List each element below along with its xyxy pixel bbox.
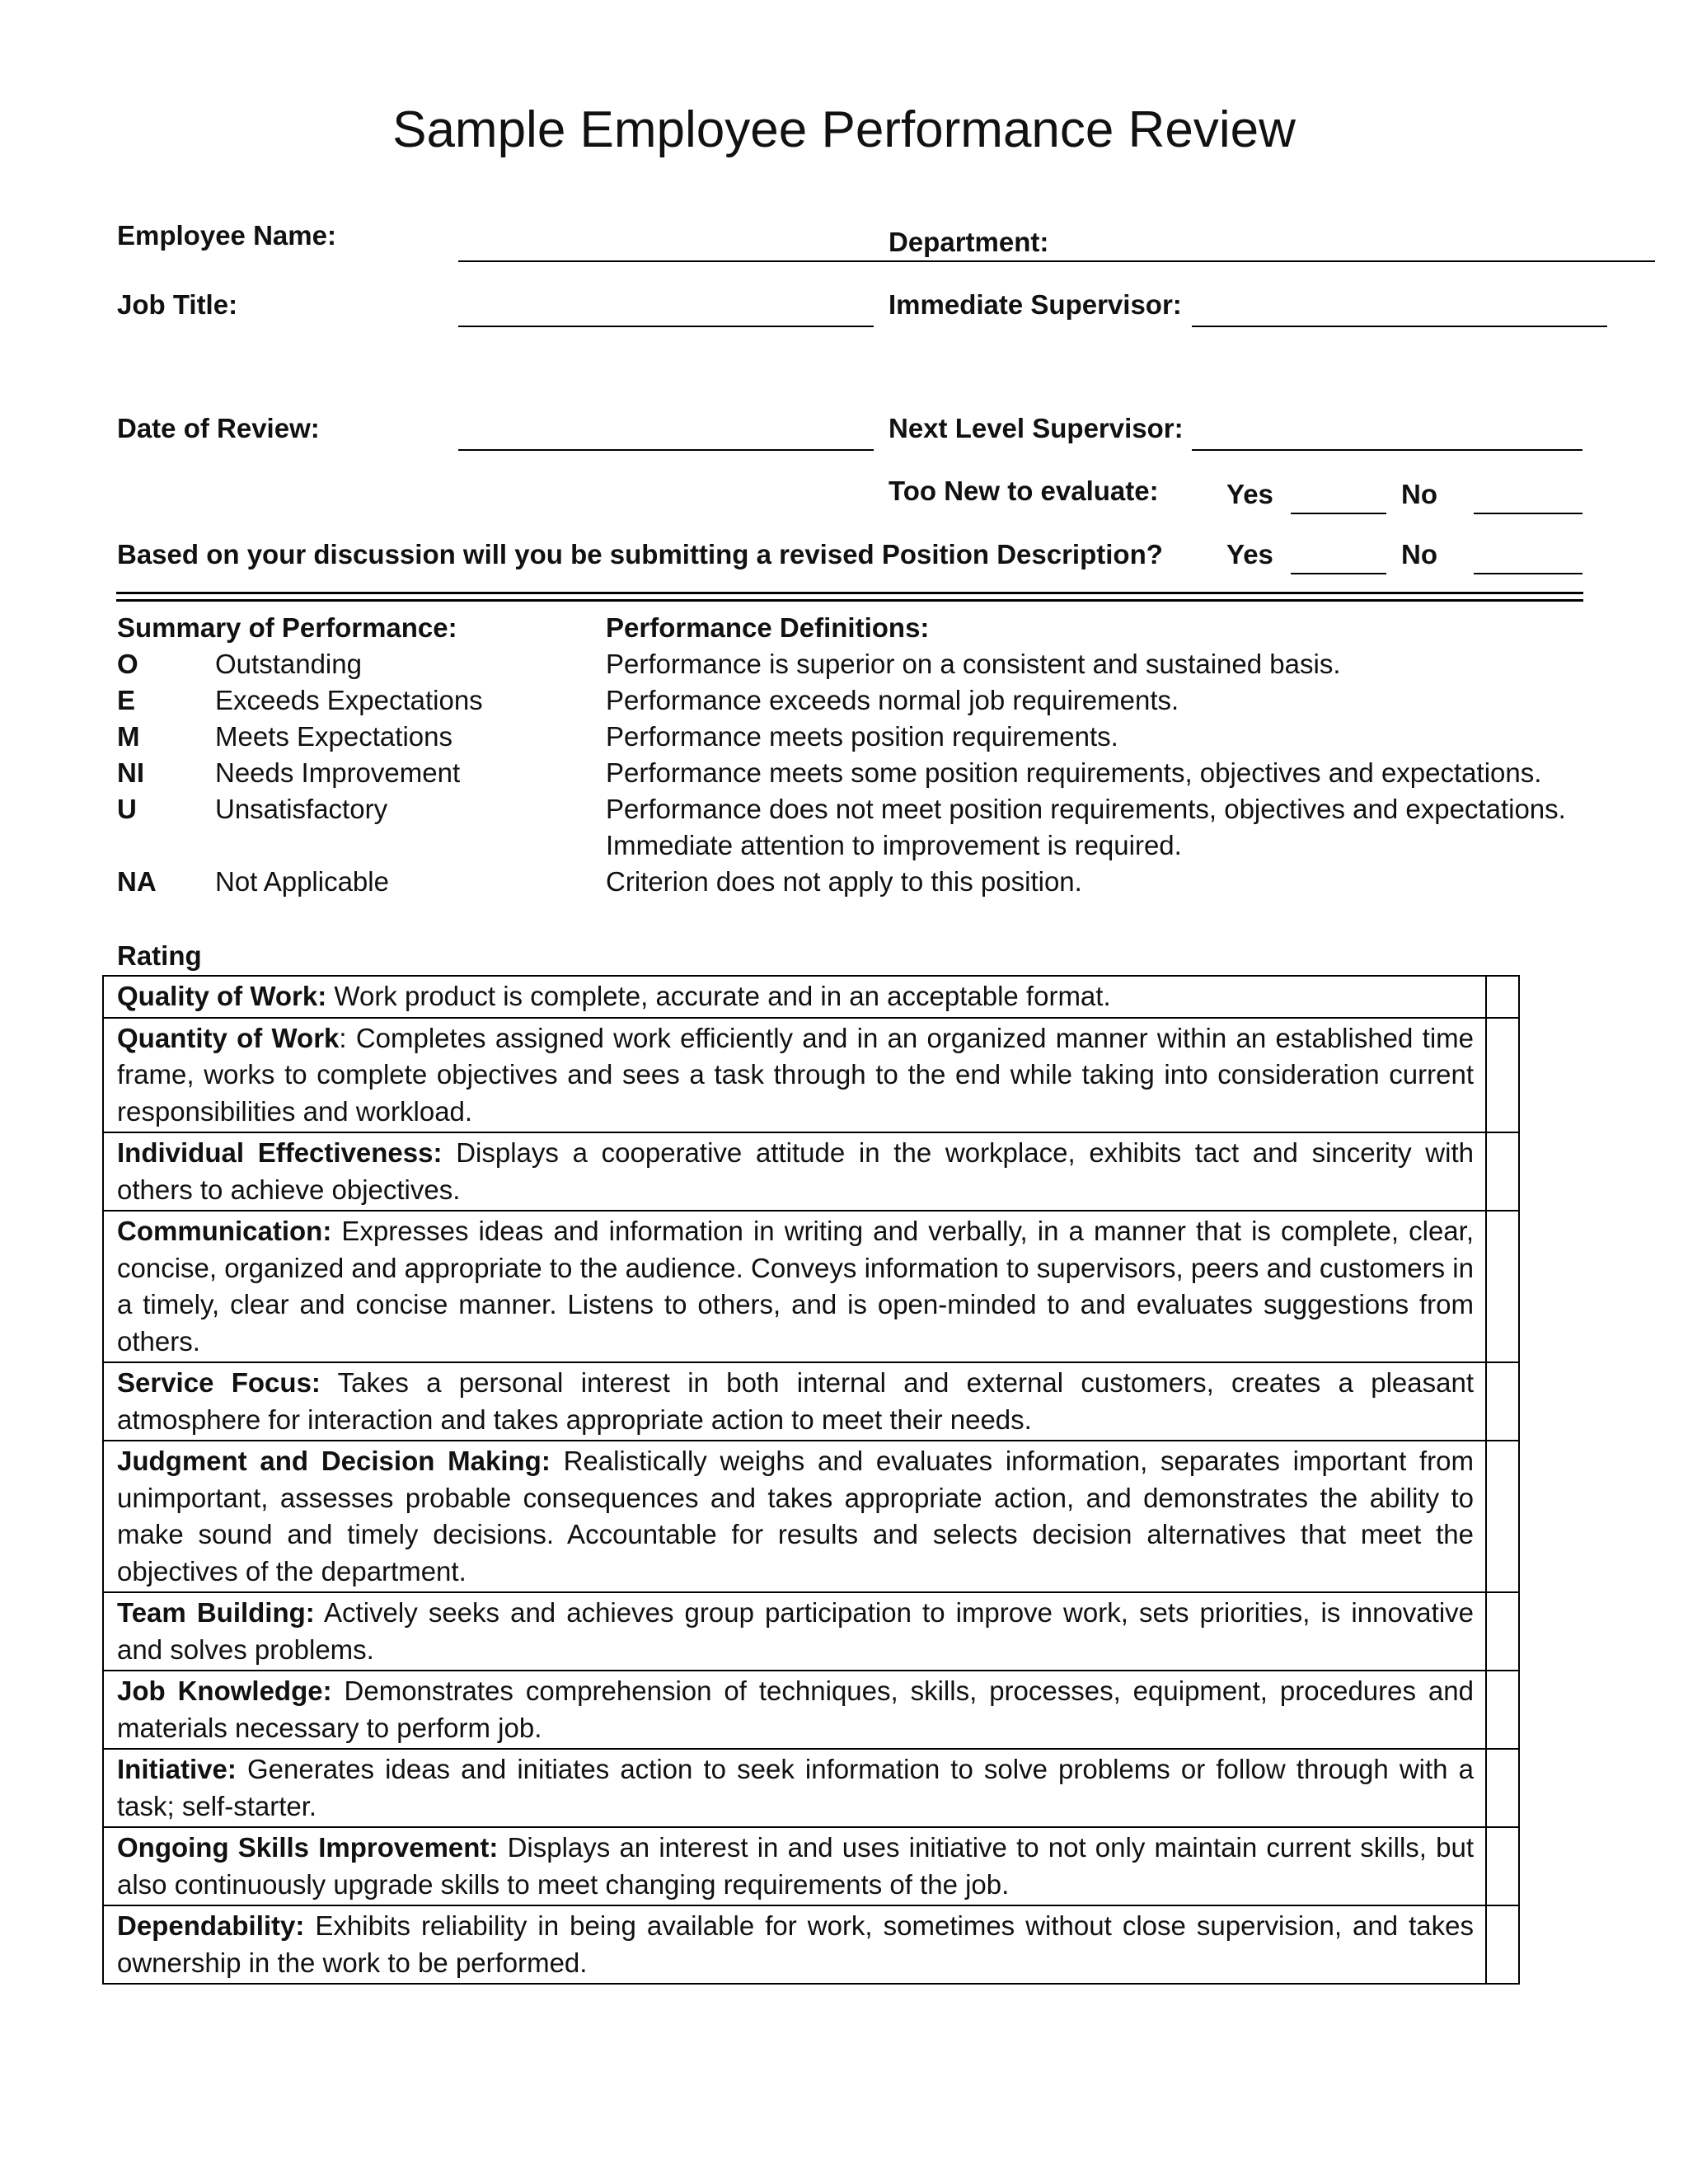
criterion-description xyxy=(103,1749,1486,1827)
revised-pd-no-label: No xyxy=(1401,539,1437,569)
criterion-description xyxy=(103,1827,1486,1905)
criterion-name: Quality of Work: xyxy=(117,981,327,1011)
criterion-name: Individual Effectiveness: xyxy=(117,1137,443,1168)
criterion-description xyxy=(103,1905,1486,1984)
rating-code: O xyxy=(117,649,138,679)
date-of-review-field[interactable] xyxy=(458,449,874,451)
employee-name-label: Employee Name: xyxy=(117,220,336,251)
rating-label: Meets Expectations xyxy=(215,721,452,752)
criterion-name: Quantity of Work xyxy=(117,1022,340,1053)
rating-cell[interactable] xyxy=(1486,976,1519,1018)
rating-cell[interactable] xyxy=(1486,1827,1519,1905)
rating-code: E xyxy=(117,685,136,715)
criterion-name: Job Knowledge: xyxy=(117,1675,332,1706)
criterion-text: Takes a personal interest in both internal and external customers, creates a pleasant atmosphere for interaction and takes appropriate action to meet their needs. xyxy=(117,1367,1474,1435)
table-row xyxy=(103,1827,1519,1905)
criterion-name: Service Focus: xyxy=(117,1367,321,1398)
rating-definition: Performance exceeds normal job requirements. xyxy=(606,685,1179,715)
rating-cell[interactable] xyxy=(1486,1592,1519,1671)
criterion-name: Judgment and Decision Making: xyxy=(117,1446,551,1476)
table-row xyxy=(103,1905,1519,1984)
rating-code: U xyxy=(117,794,137,824)
too-new-no-field[interactable] xyxy=(1474,513,1582,514)
criterion-text: : Completes assigned work efficiently and in an organized manner within an established time frame, works to complete objectives and sees a task through to the end while taking into consideration current responsibilities and workload. xyxy=(117,1022,1474,1127)
criterion-text: Actively seeks and achieves group participation to improve work, sets priorities, is innovative and solves problems. xyxy=(117,1597,1474,1665)
definitions-heading: Performance Definitions: xyxy=(606,612,930,643)
rating-cell[interactable] xyxy=(1486,1441,1519,1592)
employee-name-field[interactable] xyxy=(458,260,1655,262)
criterion-text: Realistically weighs and evaluates information, separates important from unimportant, assesses probable consequences and takes appropriate action, and demonstrates the ability to make sound and timely decisions. Accountable for results and selects decision alternatives that meet the objectives of the department. xyxy=(117,1446,1474,1586)
table-row xyxy=(103,1362,1519,1441)
rating-definition: Performance meets position requirements. xyxy=(606,721,1118,752)
rating-definition: Criterion does not apply to this position. xyxy=(606,866,1082,897)
rating-cell[interactable] xyxy=(1486,1905,1519,1984)
section-divider xyxy=(116,592,1583,602)
rating-code: M xyxy=(117,721,140,752)
department-label: Department: xyxy=(889,227,1049,257)
rating-definition: Performance does not meet position requirements, objectives and expectations. xyxy=(606,794,1566,824)
rating-cell[interactable] xyxy=(1486,1749,1519,1827)
revised-pd-yes-label: Yes xyxy=(1226,539,1273,569)
rating-label: Not Applicable xyxy=(215,866,389,897)
criterion-description xyxy=(103,1362,1486,1441)
criterion-description xyxy=(103,1211,1486,1362)
immediate-supervisor-label: Immediate Supervisor: xyxy=(889,289,1182,320)
criterion-name: Dependability: xyxy=(117,1910,305,1941)
table-row xyxy=(103,1211,1519,1362)
criterion-text: Exhibits reliability in being available for work, sometimes without close supervision, and takes ownership in the work to be performed. xyxy=(117,1910,1474,1978)
criterion-text: Demonstrates comprehension of techniques, skills, processes, equipment, procedures and materials necessary to perform job. xyxy=(117,1675,1474,1743)
table-row xyxy=(103,976,1519,1018)
date-of-review-label: Date of Review: xyxy=(117,413,320,443)
rating-heading: Rating xyxy=(117,940,202,971)
rating-definition: Performance is superior on a consistent and sustained basis. xyxy=(606,649,1341,679)
revised-pd-yes-field[interactable] xyxy=(1291,573,1386,574)
criterion-description xyxy=(103,1132,1486,1211)
criterion-description xyxy=(103,1018,1486,1133)
rating-definition: Performance meets some position requirements, objectives and expectations. xyxy=(606,757,1542,788)
job-title-field[interactable] xyxy=(458,326,874,327)
rating-cell[interactable] xyxy=(1486,1211,1519,1362)
immediate-supervisor-field[interactable] xyxy=(1192,326,1607,327)
rating-cell[interactable] xyxy=(1486,1018,1519,1133)
criterion-name: Team Building: xyxy=(117,1597,315,1628)
too-new-label: Too New to evaluate: xyxy=(889,476,1159,506)
table-row xyxy=(103,1441,1519,1592)
page-title: Sample Employee Performance Review xyxy=(392,101,1296,158)
rating-cell[interactable] xyxy=(1486,1671,1519,1749)
criterion-description xyxy=(103,1592,1486,1671)
rating-label: Outstanding xyxy=(215,649,362,679)
table-row xyxy=(103,1132,1519,1211)
criterion-description xyxy=(103,1441,1486,1592)
table-row xyxy=(103,1671,1519,1749)
criterion-text: Displays an interest in and uses initiative to not only maintain current skills, but also continuously upgrade skills to meet changing requirements of the job. xyxy=(117,1832,1474,1900)
next-level-supervisor-label: Next Level Supervisor: xyxy=(889,413,1184,443)
rating-cell[interactable] xyxy=(1486,1132,1519,1211)
next-level-supervisor-field[interactable] xyxy=(1192,449,1582,451)
rating-cell[interactable] xyxy=(1486,1362,1519,1441)
rating-code: NI xyxy=(117,757,144,788)
revised-pd-question: Based on your discussion will you be submitting a revised Position Description? xyxy=(117,539,1163,569)
criterion-name: Ongoing Skills Improvement: xyxy=(117,1832,499,1863)
criterion-text: Displays a cooperative attitude in the workplace, exhibits tact and sincerity with others to achieve objectives. xyxy=(117,1137,1474,1205)
summary-heading: Summary of Performance: xyxy=(117,612,457,643)
too-new-yes-field[interactable] xyxy=(1291,513,1386,514)
table-row xyxy=(103,1749,1519,1827)
criterion-description xyxy=(103,1671,1486,1749)
criterion-name: Communication: xyxy=(117,1216,332,1246)
job-title-label: Job Title: xyxy=(117,289,238,320)
criterion-description xyxy=(103,976,1486,1018)
revised-pd-no-field[interactable] xyxy=(1474,573,1582,574)
too-new-no-label: No xyxy=(1401,479,1437,509)
criterion-text: Generates ideas and initiates action to seek information to solve problems or follow through with a task; self-starter. xyxy=(117,1754,1474,1821)
rating-label: Unsatisfactory xyxy=(215,794,388,824)
criterion-name: Initiative: xyxy=(117,1754,237,1784)
table-row xyxy=(103,1592,1519,1671)
rating-definition-continued: Immediate attention to improvement is required. xyxy=(606,830,1182,860)
rating-table xyxy=(102,975,1520,1985)
criterion-text: Expresses ideas and information in writing and verbally, in a manner that is complete, clear, concise, organized and appropriate to the audience. Conveys information to supervisors, peers and customers in a timely, clear and concise manner. Listens to others, and is open-minded to and evaluates suggestions from others. xyxy=(117,1216,1474,1357)
criterion-text: Work product is complete, accurate and in an acceptable format. xyxy=(326,981,1111,1011)
table-row xyxy=(103,1018,1519,1133)
rating-code: NA xyxy=(117,866,157,897)
rating-label: Needs Improvement xyxy=(215,757,461,788)
rating-label: Exceeds Expectations xyxy=(215,685,483,715)
too-new-yes-label: Yes xyxy=(1226,479,1273,509)
